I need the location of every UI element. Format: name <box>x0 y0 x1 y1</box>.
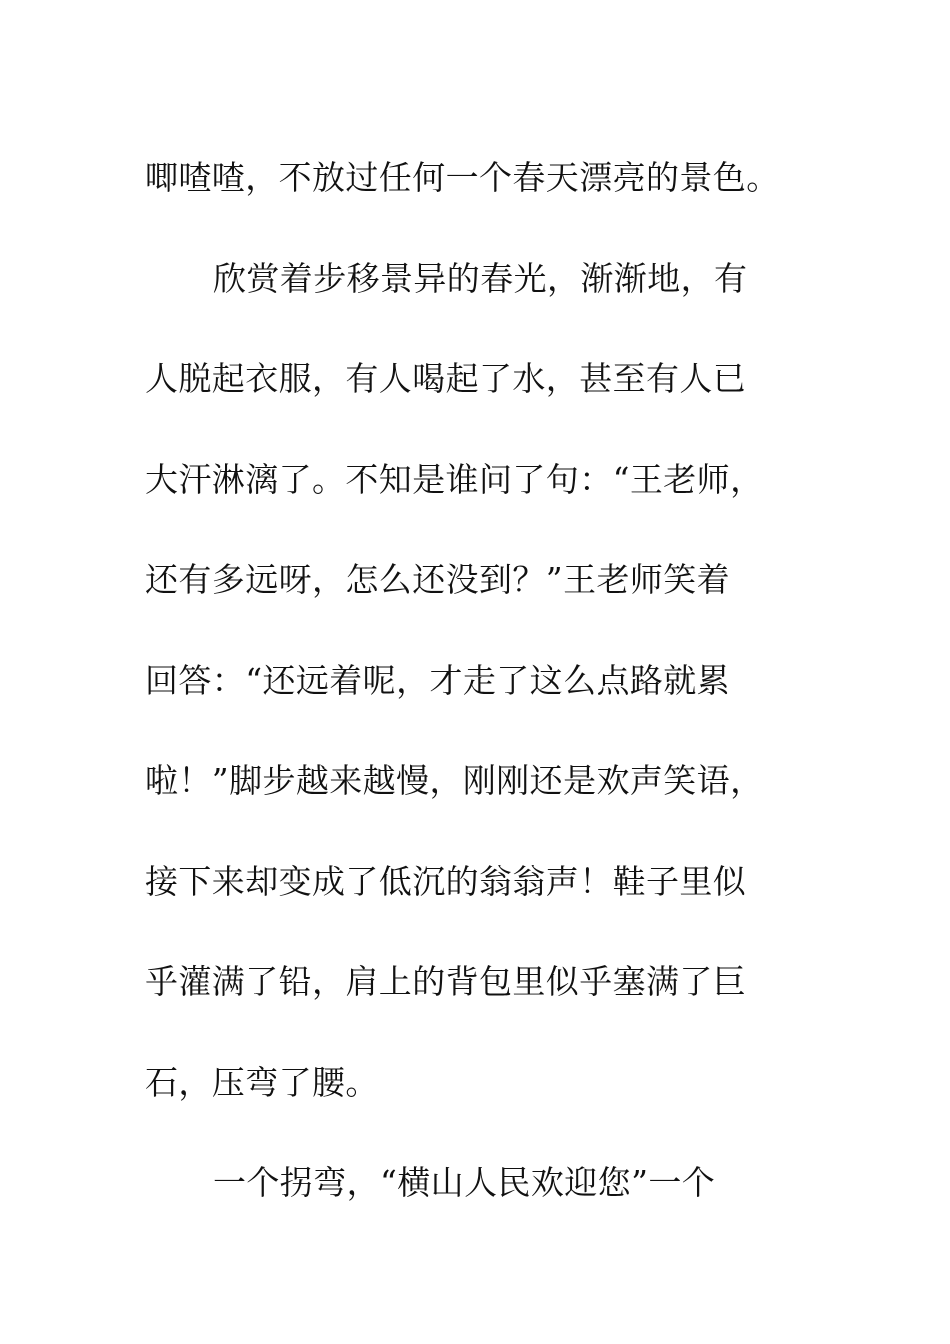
text-line: 啦！”脚步越来越慢，刚刚还是欢声笑语， <box>145 761 764 800</box>
text-line-paragraph-start: 一个拐弯，“横山人民欢迎您”一个 <box>213 1163 716 1202</box>
text-line: 乎灌满了铅，肩上的背包里似乎塞满了巨 <box>145 962 747 1001</box>
text-line: 唧喳喳，不放过任何一个春天漂亮的景色。 <box>145 158 780 197</box>
text-line: 还有多远呀，怎么还没到？”王老师笑着 <box>145 560 731 599</box>
text-line-paragraph-start: 欣赏着步移景异的春光，渐渐地，有 <box>213 258 748 298</box>
body-text <box>145 128 785 1234</box>
text-line: 接下来却变成了低沉的翁翁声！鞋子里似 <box>145 861 747 901</box>
text-line: 人脱起衣服，有人喝起了水，甚至有人已 <box>145 359 747 398</box>
text-line: 石，压弯了腰。 <box>145 1062 379 1102</box>
text-line: 回答：“还远着呢，才走了这么点路就累 <box>145 660 731 700</box>
text-line: 大汗淋漓了。不知是谁问了句：“王老师， <box>145 459 764 499</box>
